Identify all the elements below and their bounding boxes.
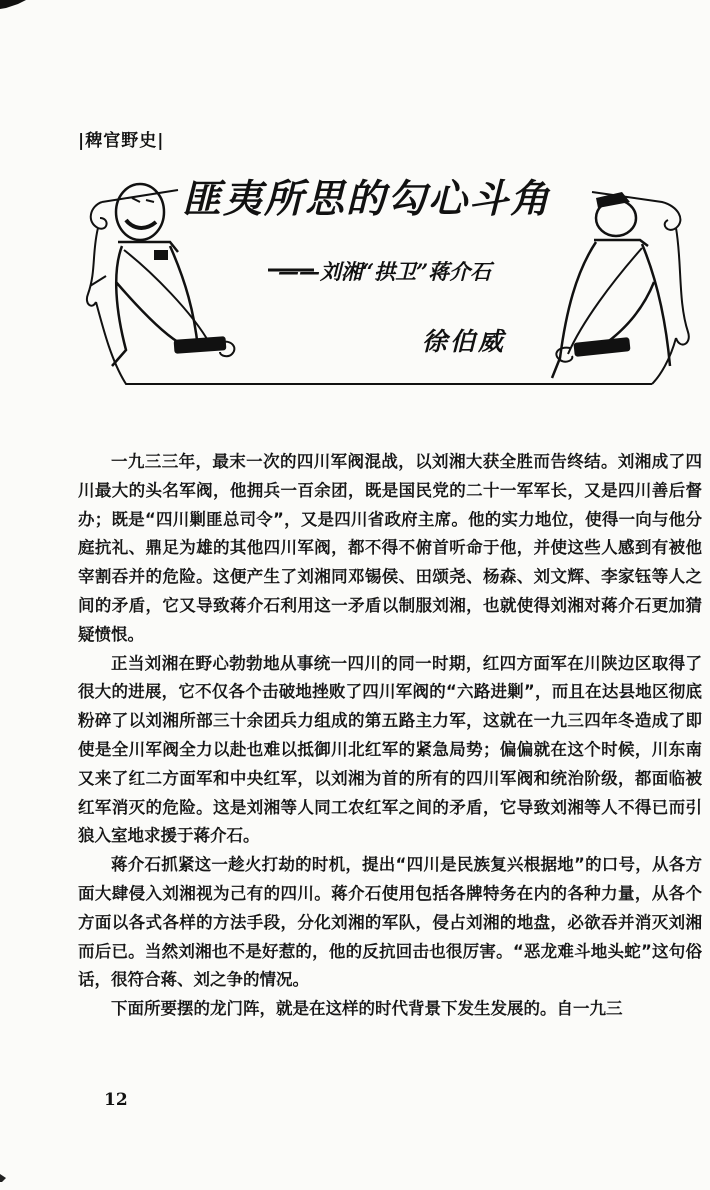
header-illustration [82,162,694,394]
scan-mark-bottom-left [0,1170,14,1184]
paragraph-1: 一九三三年，最末一次的四川军阀混战，以刘湘大获全胜而告终结。刘湘成了四川最大的头名军阀，他拥兵一百余团，既是国民党的二十一军军长，又是四川善后督办；既是“四川剿匪总司令”，又是四川省政府主席。他的实力地位，使得一向与他分庭抗礼、鼎足为雄的其他四川军阀，都不得不俯首听命于他，并使这些人感到有被他宰割吞并的危险。这便产生了刘湘同邓锡侯、田颂尧、杨森、刘文辉、李家钰等人之间的矛盾，它又导致蒋介石利用这一矛盾以制服刘湘，也就使得刘湘对蒋介石更加猜疑愤恨。 [78,452,702,644]
paragraph-2: 正当刘湘在野心勃勃地从事统一四川的同一时期，红四方面军在川陕边区取得了很大的进展，它不仅各个击破地挫败了四川军阀的“六路进剿”，而且在达县地区彻底粉碎了以刘湘所部三十余团兵力组成的第五路主力军，这就在一九三四年冬造成了即使是全川军阀全力以赴也难以抵御川北红军的紧急局势；偏偏就在这个时候，川东南又来了红二方面军和中央红军，以刘湘为首的所有的四川军阀和统治阶级，都面临被红军消灭的危险。这是刘湘等人同工农红军之间的矛盾，它导致刘湘等人不得已而引狼入室地求援于蒋介石。 [78,653,702,846]
page-number: 12 [104,1090,128,1110]
article-title: 匪夷所思的勾心斗角 [182,176,552,222]
column-tag: |稗官野史| [78,131,165,151]
scan-mark-top-left [0,0,26,10]
paragraph-4: 下面所要摆的龙门阵，就是在这样的时代背景下发生发展的。自一九三 [111,999,623,1019]
paragraph-3: 蒋介石抓紧这一趁火打劫的时机，提出“四川是民族复兴根据地”的口号，从各方面大肆侵入刘湘视为己有的四川。蒋介石使用包括各牌特务在内的各种力量，从各个方面以各式各样的方法手段，分化刘湘的军队，侵占刘湘的地盘，必欲吞并消灭刘湘而后已。当然刘湘也不是好惹的，他的反抗回击也很厉害。“恶龙难斗地头蛇”这句俗话，很符合蒋、刘之争的情况。 [78,855,702,990]
article-body [78,448,702,1024]
article-author: 徐伯威 [422,327,507,356]
article-subtitle: ——刘湘“拱卫”蒋介石 [278,259,492,284]
